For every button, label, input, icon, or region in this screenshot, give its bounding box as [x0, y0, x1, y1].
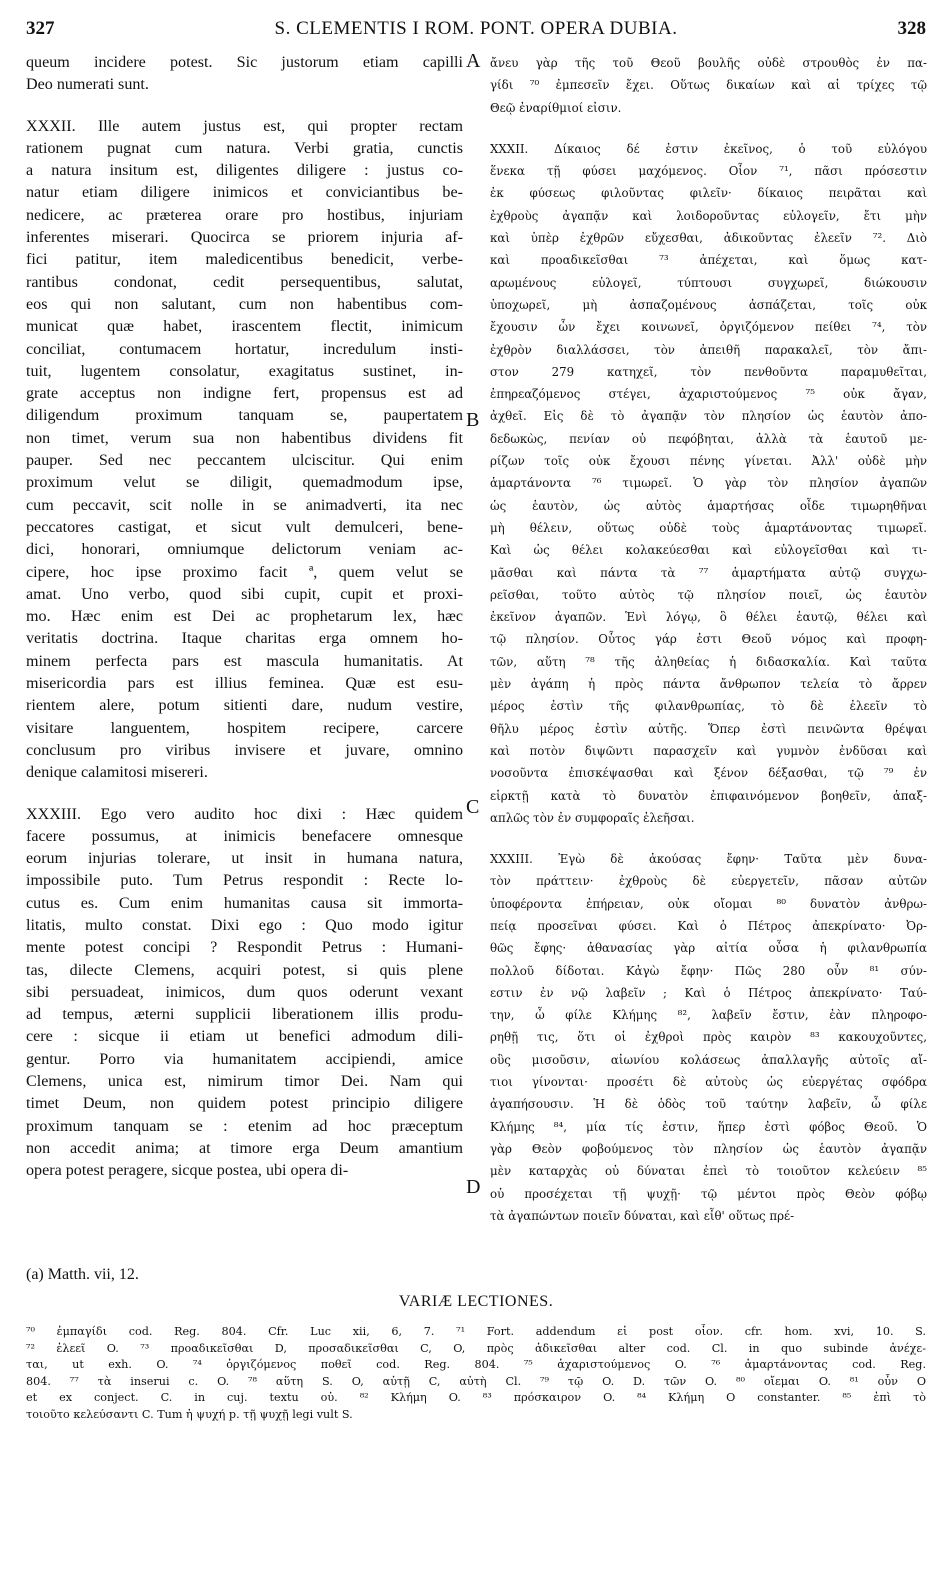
text-line: ἔχουσιν ὧν ἔχει κοινωνεῖ, ὀργιζόμενον πείθει ⁷⁴, τὸν: [490, 320, 927, 335]
margin-marker-b: B: [466, 409, 480, 431]
variant-line: τοιοῦτο κελεύσαντι C. Tum ἡ ψυχή p. τῇ ψυχῇ legi vult S.: [26, 1407, 353, 1421]
text-line: fici patitur, item maledicentibus benedicit, verbe-: [26, 251, 463, 269]
text-line: θῶς ἔφης· ἀθανασίας γὰρ αἰτία οὖσα ἡ φιλανθρωπία: [490, 941, 927, 956]
text-line: εἱρκτῇ κατὰ τὸ δυνατὸν ἐπιφαινόμενον βοηθεῖν, ἁπαξ-: [490, 788, 927, 803]
margin-marker-d: D: [466, 1176, 481, 1198]
text-line: οὓς μισοῦσιν, αἰωνίου κολάσεως ἀπαλλαγῆς αὐτοῖς αἴ-: [490, 1052, 927, 1067]
text-line: gentur. Porro via humanitatem accipiendi, amice: [26, 1050, 463, 1068]
text-line: rationem pugnat cum natura. Verbi gratia, cunctis: [26, 139, 463, 157]
text-line: ἐχθροὺς ἀγαπᾷν καὶ λοιδοροῦντας εὐλογεῖν, ἔτι μὴν: [490, 208, 927, 223]
footnote: (a) Matth. vii, 12.: [26, 1266, 139, 1283]
text-line: nedicere, ac præterea orare pro hostibus, injuriam: [26, 206, 463, 224]
text-line: peccatores castigat, et sicut vult demulceri, bene-: [26, 518, 463, 536]
text-line: Κλήμης ⁸⁴, μία τίς ἐστιν, ἥπερ ἐστὶ φόβος Θεοῦ. Ὁ: [490, 1119, 927, 1134]
text-line: ρηθῇ τις, ὅτι οἱ ἐχθροὶ πρὸς καιρὸν ⁸³ κακουχοῦντες,: [490, 1030, 927, 1045]
paragraph: [26, 804, 463, 1183]
text-line: mo. Hæc enim est Dei ac prophetarum lex, hæc: [26, 608, 463, 626]
variant-line: 804. ⁷⁷ τὰ inserui c. O. ⁷⁸ αὕτη S. O, αὐτῇ C, αὐτὴ Cl. ⁷⁹ τῷ O. D. τῶν O. ⁸⁰ οἴεμαι O. ⁸¹ οὖν O: [26, 1374, 926, 1388]
text-line: diligendum proximum tanquam se, paupertatem: [26, 407, 463, 425]
text-line: natur etiam diligere inimicos et conviciantibus be-: [26, 184, 463, 202]
running-title: S. CLEMENTIS I ROM. PONT. OPERA DUBIA.: [274, 18, 678, 39]
text-line: tas, dilecte Clemens, acquiri potest, si quis plene: [26, 961, 463, 979]
margin-marker-c: C: [466, 796, 480, 818]
text-line: denique calamitosi misereri.: [26, 764, 208, 782]
text-line: την, ὦ φίλε Κλήμης ⁸², λαβεῖν ἔστιν, ἐὰν πληροφο-: [490, 1008, 927, 1023]
text-line: sibi persuadeat, inimicos, dum quos oderunt vexant: [26, 983, 463, 1001]
text-line: ρεῖσθαι, τοῦτο αὐτὸς τῷ πλησίον ποιεῖ, ὡς ἑαυτὸν: [490, 587, 927, 602]
text-line: XXXIII. Ego vero audito hoc dixi : Hæc quidem: [26, 805, 463, 823]
page-header: [26, 18, 926, 44]
text-line: impossibile puto. Tum Petrus respondit : Recte lo-: [26, 872, 463, 890]
text-line: non accedit anima; at timore erga Deum amantium: [26, 1139, 463, 1157]
paragraph: [490, 52, 927, 119]
paragraph-gap: [26, 97, 463, 116]
text-line: γὰρ Θεὸν φοβούμενος τὸν πλησίον ὡς ἑαυτὸν ἀγαπᾷν: [490, 1141, 927, 1156]
paragraph-gap: [490, 829, 927, 848]
text-line: opera potest peragere, sicque postea, ubi opera di-: [26, 1162, 349, 1180]
text-line: ἕνεκα τῇ φύσει μαχόμενος. Οἷον ⁷¹, πᾶσι πρόσεστιν: [490, 164, 927, 179]
text-line: XXXII. Ille autem justus est, qui propter rectam: [26, 117, 463, 135]
text-line: ὡς ἑαυτὸν, ὡς αὐτὸς ἁμαρτήσας οἶδε τιμωρηθῆναι: [490, 498, 927, 513]
text-line: ρίζων τοῖς οὐκ ἔχουσι πένης γίνεται. Ἀλλ' οὐδὲ μὴν: [490, 454, 927, 469]
text-line: τῶν, αὕτη ⁷⁸ τῆς ἀληθείας ἡ διδασκαλία. Καὶ ταῦτα: [490, 654, 927, 669]
text-line: XXXII. Δίκαιος δέ ἐστιν ἐκεῖνος, ὁ τοῦ εὐλόγου: [490, 141, 927, 156]
text-line: οὐ προσέχεται τῇ ψυχῇ· τῷ μέντοι πρὸς Θεὸν φόβῳ: [490, 1186, 927, 1201]
text-line: veritatis doctrina. Itaque charitas erga omnem ho-: [26, 630, 463, 648]
text-line: τὸν πράττειν· ἐχθροὺς δὲ εὐεργετεῖν, πᾶσαν αὐτῶν: [490, 874, 927, 889]
text-line: ἐκεῖνον ἀγαπῶν. Ἑνὶ λόγῳ, ὃ θέλει ἑαυτῷ, θέλει καὶ: [490, 610, 927, 625]
paragraph: [26, 52, 463, 97]
text-line: γίδι ⁷⁰ ἐμπεσεῖν ἔχει. Οὕτως δικαίων καὶ αἱ τρίχες τῷ: [490, 78, 927, 93]
text-line: καὶ ποτὸν διψῶντι παρασχεῖν καὶ γυμνὸν ἐνδῦσαι καὶ: [490, 743, 927, 758]
text-line: ἐχθρὸν διαλλάσσει, τὸν ἀπειθῆ παρακαλεῖ, τὸν ἄπι-: [490, 342, 927, 357]
variant-line: et ex conject. C. in cuj. textu οὐ. ⁸² Κλήμη O. ⁸³ πρόσκαιρον O. ⁸⁴ Κλήμη O constanter. ⁸⁵ ἐπὶ τὸ: [26, 1391, 926, 1404]
text-line: απλῶς τὸν ἐν συμφοραῖς ἐλεῆσαι.: [490, 810, 695, 825]
text-line: αρωμένους εὐλογεῖ, τύπτουσι συγχωρεῖ, διώκουσιν: [490, 275, 927, 290]
text-line: minem perfecta pars est mascula humanitatis. At: [26, 652, 463, 670]
text-line: XXXIII. Ἐγὼ δὲ ἀκούσας ἔφην· Ταῦτα μὲν δυνα-: [490, 852, 927, 867]
text-line: non timet, verum sua non habentibus dividens fit: [26, 429, 463, 447]
text-line: στον 279 κατηχεῖ, τὸν πενθοῦντα παραμυθεῖται,: [490, 364, 927, 379]
text-line: ὑποφέροντα ἐπήρειαν, οὐκ οἴομαι ⁸⁰ δυνατὸν ἀνθρω-: [490, 896, 927, 911]
text-line: cere : sicque ii etiam ut benefici admodum dili-: [26, 1028, 463, 1046]
text-line: misericordia pars est illius feminea. Quæ est esu-: [26, 675, 463, 693]
text-line: cutus es. Cum enim humanitas causa sit immorta-: [26, 894, 463, 912]
text-line: proximum velut se diligit, quemadmodum ipse,: [26, 474, 463, 492]
text-line: amat. Uno verbo, quod sibi cupit, cupit et proxi-: [26, 585, 463, 603]
text-line: dici, honorari, omniumque delictorum veniam ac-: [26, 541, 463, 559]
text-line: θῆλυ μέρος ἐστὶν αὐτῆς. Ὅπερ ἐστὶ πεινῶντα θρέψαι: [490, 721, 927, 736]
text-line: ἄνευ γὰρ τῆς τοῦ Θεοῦ βουλῆς οὐδὲ στρουθὸς ἐν πα-: [490, 56, 927, 70]
text-line: ἐπηρεαζόμενος στέγει, ἀχαριστούμενος ⁷⁵ οὐκ ἄγαν,: [490, 387, 927, 402]
latin-column: [26, 52, 463, 1183]
paragraph: [490, 138, 927, 829]
text-line: cipere, hoc ipse proximo facit ª, quem velut se: [26, 563, 463, 581]
text-line: Deo numerati sunt.: [26, 76, 149, 94]
greek-column: [490, 52, 927, 1227]
text-line: tuit, lugentem consolatur, exagitatus sustinet, in-: [26, 362, 463, 380]
text-line: τιοι γίνονται· προσέτι δὲ αὐτοὺς ὡς εὐεργέτας σφόδρα: [490, 1075, 927, 1090]
text-line: μᾶσθαι καὶ πάντα τὰ ⁷⁷ ἁμαρτήματα αὐτῷ συγχω-: [490, 565, 927, 580]
text-line: ἁμαρτάνοντα ⁷⁶ τιμωρεῖ. Ὁ γὰρ τὸν πλησίον ἀγαπῶν: [490, 476, 927, 491]
text-line: Θεῷ ἐναρίθμιοί εἰσιν.: [490, 100, 622, 115]
text-line: μέρος ἐστὶν τῆς φιλανθρωπίας, τὸ δὲ ἐλεεῖν τὸ: [490, 699, 927, 714]
text-line: timet Deum, non quidem potest principio diligere: [26, 1095, 463, 1113]
text-line: μὲν καταρχὰς οὐ δύναται ἐπεὶ τὸ τοιοῦτον κελεύειν ⁸⁵: [490, 1164, 927, 1179]
text-line: τῷ πλησίον. Οὗτος γάρ ἐστι Θεοῦ νόμος καὶ προφη-: [490, 632, 927, 647]
text-line: ἀγαπήσουσιν. Ἡ δὲ ὁδὸς τοῦ ταύτην λαβεῖν, ὦ φίλε: [490, 1097, 927, 1112]
text-line: cum peccavit, scit nolle in se animadverti, ita nec: [26, 496, 463, 514]
text-line: a natura insitum est, diligentes diligere : justus co-: [26, 162, 463, 180]
text-line: πείᾳ προσεῖναι φύσει. Καὶ ὁ Πέτρος ἀπεκρίνατο· Ὀρ-: [490, 918, 927, 933]
text-line: Clemens, unica est, nimirum timor Dei. Nam qui: [26, 1073, 463, 1091]
text-line: queum incidere potest. Sic justorum etiam capilli: [26, 54, 463, 71]
variae-lectiones: [26, 1324, 926, 1423]
text-line: πολλοῦ δίδοται. Κἀγὼ ἔφην· Πῶς 280 οὖν ⁸¹ σύν-: [490, 963, 927, 978]
text-line: municat quæ habet, irascentem flectit, inimicum: [26, 318, 463, 336]
text-line: τὰ ἀγαπώντων ποιεῖν δύναται, καὶ εἶθ' οὕτως πρέ-: [490, 1208, 795, 1223]
text-line: grate acceptus non indigne fert, propensus est ad: [26, 385, 463, 403]
text-line: rantibus condonat, cedit persequentibus, salutat,: [26, 273, 463, 291]
text-line: inferentes miserari. Quocirca se priorem injuria af-: [26, 229, 463, 247]
text-line: καὶ ὑπὲρ ἐχθρῶν εὔχεσθαι, ἀδικοῦντας ἐλεεῖν ⁷². Διὸ: [490, 231, 927, 246]
text-line: mente potest concipi ? Respondit Petrus : Humani-: [26, 939, 463, 957]
text-line: proximum tanquam se : etenim ad hoc præceptum: [26, 1117, 463, 1135]
text-line: ἐκ φύσεως φιλοῦντας φιλεῖν· δίκαιος πειρᾶται καὶ: [490, 186, 927, 201]
variant-line: ⁷² ἐλεεῖ O. ⁷³ προαδικεῖσθαι D, προσαδικεῖσθαι C, O, πρὸς ἀδικεῖσθαι alter cod. Cl. in quo subinde ἀνέχε-: [26, 1341, 926, 1355]
page-number-left: 327: [26, 18, 55, 39]
text-line: ὑποχωρεῖ, μὴ ἀσπαζομένους ἀσπάζεται, τοῖς οὐκ: [490, 297, 927, 312]
text-line: visitare languentem, hospitem recipere, carcere: [26, 719, 463, 737]
text-line: μὲν ἀγάπη ἡ πρὸς πάντα ἄνθρωπον τελεία τὸ ἄρρεν: [490, 677, 927, 692]
text-line: eos qui non salutant, cum non habentibus com-: [26, 295, 463, 313]
text-line: facere possumus, at inimicis benefacere omnesque: [26, 827, 463, 845]
text-line: eorum injurias tolerare, ut insit in humana natura,: [26, 850, 463, 868]
text-line: ἀχθεῖ. Εἰς δὲ τὸ ἀγαπᾷν τὸν πλησίον ὡς ἑαυτὸν ἀπο-: [490, 409, 927, 424]
text-line: pauper. Sed nec peccantem ulciscitur. Qui enim: [26, 452, 463, 470]
text-line: Καὶ ὡς θέλει κολακεύεσθαι καὶ εὐλογεῖσθαι καὶ τι-: [490, 543, 927, 558]
paragraph: [490, 848, 927, 1227]
text-line: conclusum pro viribus invisere et juvare, omnino: [26, 741, 463, 759]
text-line: litatis, multo constat. Dixi ego : Quo modo igitur: [26, 916, 463, 934]
text-line: conciliat, contumacem hortatur, incredulum insti-: [26, 340, 463, 358]
text-line: εστιν ἐν νῷ λαβεῖν ; Καὶ ὁ Πέτρος ἀπεκρίνατο· Ταύ-: [490, 985, 927, 1000]
text-line: μὴ θέλειν, οὕτως οὐδὲ τοὺς ἁμαρτάνοντας τιμωρεῖ.: [490, 520, 927, 535]
paragraph: [26, 116, 463, 785]
text-line: rientem alere, potum sitienti dare, nudum vestire,: [26, 697, 463, 715]
text-line: δεδωκὼς, πενίαν οὐ πεφόβηται, ἀλλὰ τὰ ἑαυτοῦ με-: [490, 431, 927, 446]
paragraph-gap: [26, 785, 463, 804]
text-line: καὶ προαδικεῖσθαι ⁷³ ἀπέχεται, καὶ ὅμως κατ-: [490, 253, 927, 268]
variant-line: ται, ut exh. O. ⁷⁴ ὀργιζόμενος ποθεῖ cod. Reg. 804. ⁷⁵ ἀχαριστούμενος O. ⁷⁶ ἁμαρτάνοντας cod. Reg.: [26, 1358, 926, 1371]
text-line: ad tempus, æterni supplicii liberationem illis produ-: [26, 1006, 463, 1024]
margin-marker-a: A: [466, 50, 481, 72]
variae-lectiones-title: VARIÆ LECTIONES.: [398, 1293, 554, 1310]
text-line: νοσοῦντα ἐπισκέψασθαι καὶ ξένον δέξασθαι, τῷ ⁷⁹ ἐν: [490, 766, 927, 781]
page-number-right: 328: [897, 18, 926, 39]
variant-line: ⁷⁰ ἐμπαγίδι cod. Reg. 804. Cfr. Luc xii, 6, 7. ⁷¹ Fort. addendum εἰ post οἷον. cfr. hom. xvi, 10. S.: [26, 1325, 926, 1338]
paragraph-gap: [490, 119, 927, 138]
